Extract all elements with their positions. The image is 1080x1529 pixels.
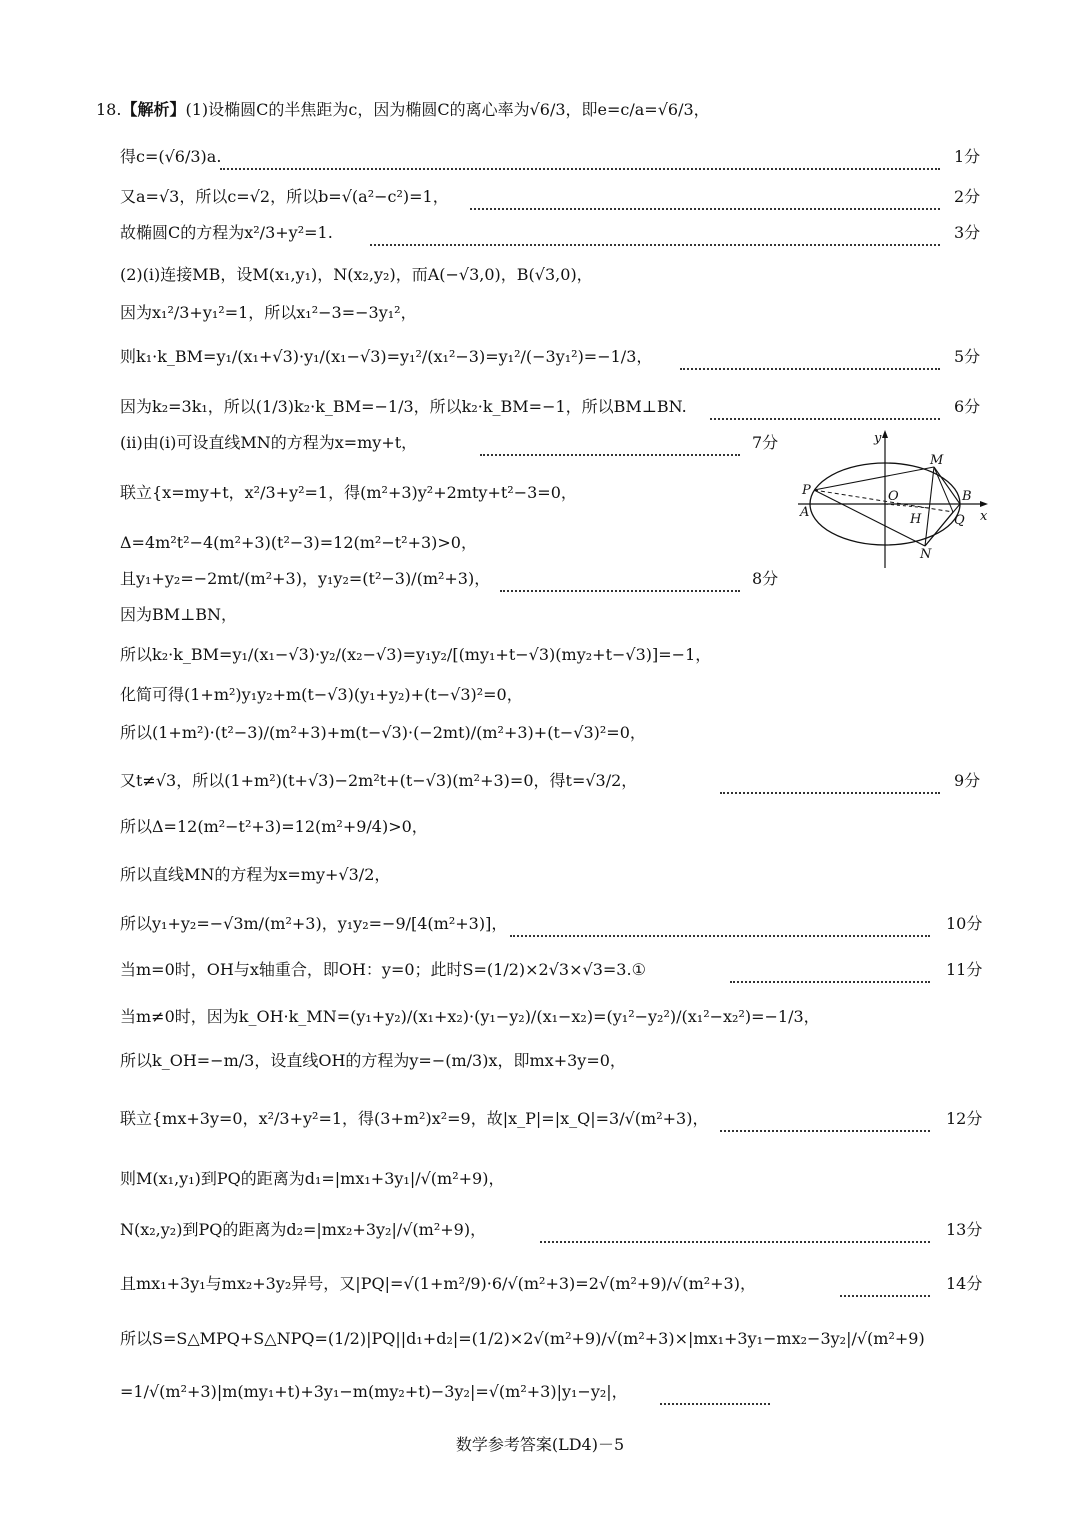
dot-leader [730,959,930,983]
score-label: 11分 [946,960,983,979]
dot-leader [720,770,940,794]
score-label: 3分 [954,223,981,242]
label-y: y [874,431,882,446]
line-text: 所以(1+m²)·(t²−3)/(m²+3)+m(t−√3)·(−2mt)/(m²+3)+(t−√3)²=0， [120,723,646,742]
line-text: 则M(x₁,y₁)到PQ的距离为d₁=|mx₁+3y₁|/√(m²+9)， [120,1169,505,1188]
dot-leader [470,186,940,210]
answer-line-1 [96,99,996,121]
score-label: 14分 [946,1274,983,1293]
dot-leader [710,396,940,420]
score-label: 6分 [954,397,981,416]
segment-mn [925,467,934,546]
analysis-tag: 【解析】 [121,100,186,119]
line-text: 且mx₁+3y₁与mx₂+3y₂异号，又|PQ|=√(1+m²/9)·6/√(m²+3)=2√(m²+9)/√(m²+3)， [120,1274,756,1293]
line-text: 当m=0时，OH与x轴重合，即OH：y=0；此时S=(1/2)×2√3×√3=3.① [120,960,646,979]
score-label: 9分 [954,771,981,790]
answer-line-4 [120,222,1020,244]
answer-line-25 [120,1168,1020,1190]
dot-leader [660,1381,770,1405]
dot-leader [680,346,940,370]
score-label: 13分 [946,1220,983,1239]
answer-line-27 [120,1273,1020,1295]
line-text: 所以k₂·k_BM=y₁/(x₁−√3)·y₂/(x₂−√3)=y₁y₂/[(my₁+t−√3)(my₂+t−√3)]=−1， [120,645,712,664]
line-text: 所以k_OH=−m/3，设直线OH的方程为y=−(m/3)x，即mx+3y=0， [120,1051,626,1070]
answer-line-18 [120,816,1020,838]
answer-line-19 [120,864,1020,886]
answer-line-13 [120,604,1020,626]
label-h: H [910,512,922,527]
segment-pm [814,467,934,490]
page-footer: 数学参考答案(LD4)－5 [455,1435,625,1454]
label-m: M [930,453,944,468]
label-a: A [800,505,810,520]
answer-line-7 [120,346,1020,368]
score-label: 5分 [954,347,981,366]
answer-line-23 [120,1050,1020,1072]
label-x: x [980,509,988,524]
score-label: 12分 [946,1109,983,1128]
label-o: O [888,489,899,504]
line-text: 得c=(√6/3)a. [120,147,222,166]
line-text: 因为x₁²/3+y₁²=1，所以x₁²−3=−3y₁²， [120,303,417,322]
answer-line-14 [120,644,1020,666]
score-label: 2分 [954,187,981,206]
answer-line-11 [120,532,780,554]
label-q: Q [954,513,965,528]
dot-leader [840,1273,930,1297]
score-label: 10分 [946,914,983,933]
label-p: P [802,483,811,498]
line-text: (ⅱ)由(ⅰ)可设直线MN的方程为x=my+t， [120,433,418,452]
line-text: 且y₁+y₂=−2mt/(m²+3)，y₁y₂=(t²−3)/(m²+3)， [120,569,491,588]
answer-line-20 [120,913,1020,935]
answer-line-9 [120,432,780,454]
dot-leader [720,1108,930,1132]
line-text: Δ=4m²t²−4(m²+3)(t²−3)=12(m²−t²+3)>0， [120,533,477,552]
answer-line-6 [120,302,1020,324]
answer-line-2 [120,146,1020,168]
line-text: 联立{x=my+t，x²/3+y²=1，得(m²+3)y²+2mty+t²−3=0， [120,483,577,502]
dot-leader [540,1219,930,1243]
line-text: N(x₂,y₂)到PQ的距离为d₂=|mx₂+3y₂|/√(m²+9)， [120,1220,487,1239]
answer-line-24 [120,1108,1020,1130]
answer-line-12 [120,568,780,590]
line-text: 故椭圆C的方程为x²/3+y²=1. [120,223,333,242]
answer-line-29 [120,1381,1020,1403]
line-text: 联立{mx+3y=0，x²/3+y²=1，得(3+m²)x²=9，故|x_P|=|x_Q|=3/√(m²+3)， [120,1109,709,1128]
line-text: 所以Δ=12(m²−t²+3)=12(m²+9/4)>0， [120,817,428,836]
answer-line-10 [120,482,780,504]
line-text: 所以S=S△MPQ+S△NPQ=(1/2)|PQ||d₁+d₂|=(1/2)×2√(m²+9)/√(m²+3)×|mx₁+3y₁−mx₂−3y₂|/√(m²+9) [120,1329,925,1348]
label-b: B [962,489,972,504]
line-text: 因为k₂=3k₁，所以(1/3)k₂·k_BM=−1/3，所以k₂·k_BM=−1，所以BM⊥BN. [120,397,687,416]
score-label: 1分 [954,147,981,166]
line-text: 又a=√3，所以c=√2，所以b=√(a²−c²)=1， [120,187,449,206]
line-text: 则k₁·k_BM=y₁/(x₁+√3)·y₁/(x₁−√3)=y₁²/(x₁²−3)=y₁²/(−3y₁²)=−1/3， [120,347,653,366]
dot-leader [480,432,740,456]
ellipse-figure [790,428,990,573]
line-text: 因为BM⊥BN， [120,605,237,624]
line-text: 当m≠0时，因为k_OH·k_MN=(y₁+y₂)/(x₁+x₂)·(y₁−y₂)/(x₁−x₂)=(y₁²−y₂²)/(x₁²−x₂²)=−1/3， [120,1007,820,1026]
y-axis-arrow [882,430,888,438]
dot-leader [510,913,930,937]
line-text: (1)设椭圆C的半焦距为c，因为椭圆C的离心率为√6/3，即e=c/a=√6/3， [185,100,710,119]
label-n: N [920,547,932,562]
score-label: 8分 [752,569,779,588]
dot-leader [220,146,940,170]
line-text: (2)(ⅰ)连接MB，设M(x₁,y₁)，N(x₂,y₂)，而A(−√3,0)，B(√3,0)， [120,265,593,284]
answer-line-5 [120,264,1020,286]
line-text: 又t≠√3，所以(1+m²)(t+√3)−2m²t+(t−√3)(m²+3)=0，得t=√3/2， [120,771,638,790]
answer-line-22 [120,1006,1020,1028]
answer-line-21 [120,959,1020,981]
answer-line-28 [120,1328,1020,1350]
line-text: 所以直线MN的方程为x=my+√3/2， [120,865,391,884]
answer-line-8 [120,396,1020,418]
answer-line-15 [120,684,1020,706]
line-text: 所以y₁+y₂=−√3m/(m²+3)，y₁y₂=−9/[4(m²+3)]， [120,914,508,933]
score-label: 7分 [752,433,779,452]
answer-line-17 [120,770,1020,792]
dot-leader [370,222,940,246]
dot-leader [500,568,740,592]
x-axis-arrow [980,501,988,507]
line-text: 化简可得(1+m²)y₁y₂+m(t−√3)(y₁+y₂)+(t−√3)²=0， [120,685,523,704]
segment-nq [925,512,953,546]
answer-line-26 [120,1219,1020,1241]
problem-number: 18. [96,100,122,119]
answer-line-16 [120,722,1020,744]
line-text: =1/√(m²+3)|m(my₁+t)+3y₁−m(my₂+t)−3y₂|=√(m²+3)|y₁−y₂|， [120,1382,628,1401]
answer-line-3 [120,186,1020,208]
